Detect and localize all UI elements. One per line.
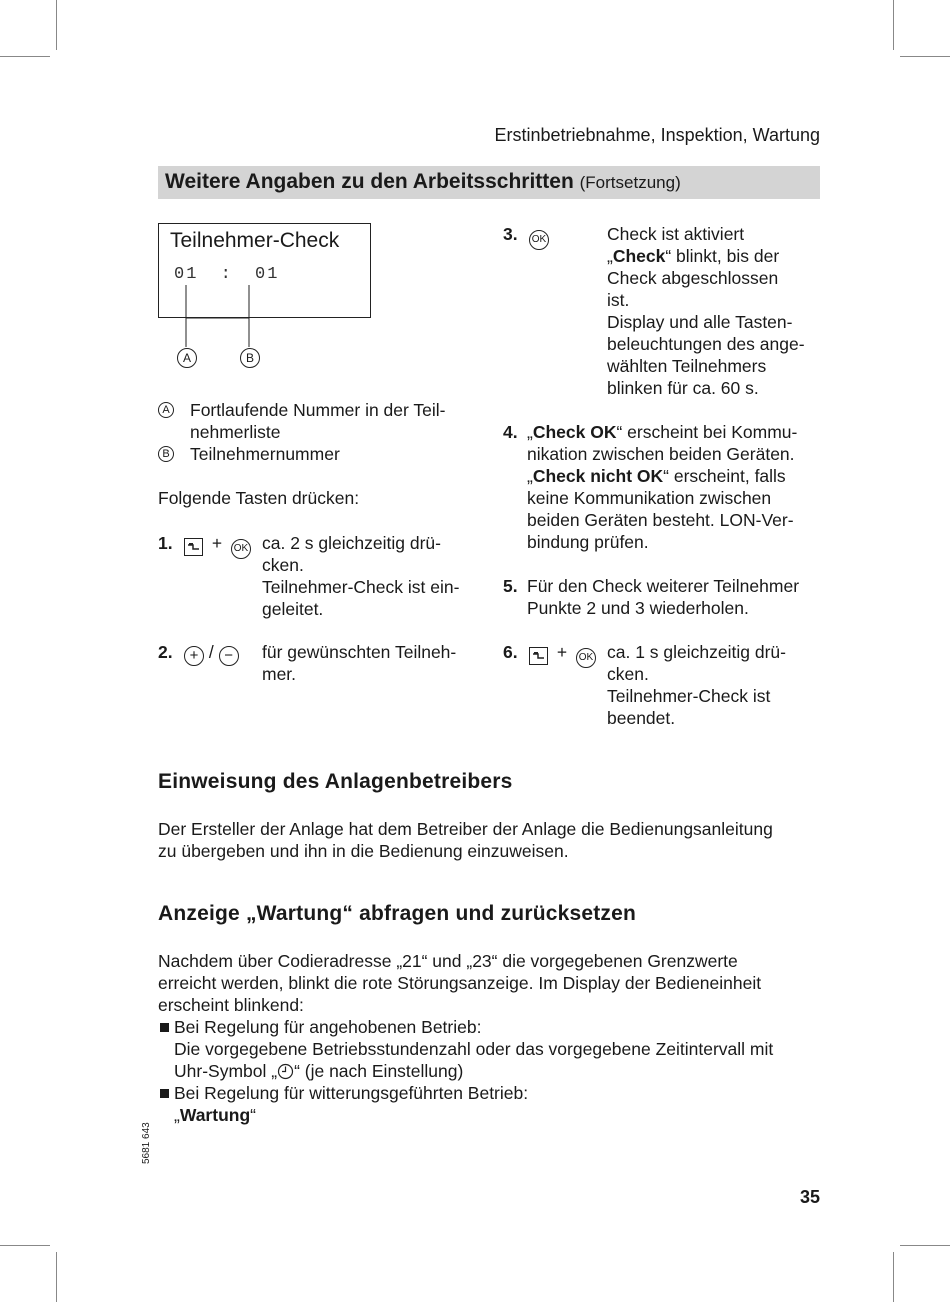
callout-b: B [240,348,260,368]
step-line: für gewünschten Teilneh- [262,642,457,662]
page-number: 35 [799,1187,820,1207]
step-line [607,245,822,267]
display-digits-right: 01 [255,265,280,284]
bullet-square-icon [160,1089,169,1098]
step-line: beiden Geräten besteht. LON-Ver- [527,510,794,530]
bullet-text [174,1016,834,1085]
step-keys [529,641,596,668]
bullet-line: Die vorgegebene Betriebsstundenzahl oder das vorgegebene Zeitintervall mit [174,1039,774,1059]
step-text [262,532,482,620]
paragraph-line: Der Ersteller der Anlage hat dem Betreiber der Anlage die Bedienungsanleitung [158,819,773,839]
crop-mark [893,0,894,50]
legend-text-a: Fortlaufende Nummer in der Teil-nehmerliste [190,400,446,442]
step-line: bindung prüfen. [527,532,649,552]
paragraph-line: erreicht werden, blinkt die rote Störungsanzeige. Im Display der Bedieneinheit [158,973,762,993]
paragraph [158,818,828,862]
bullet-line [174,1104,834,1126]
step-line: ca. 2 s gleichzeitig drü- [262,533,441,553]
quote-open: „ [174,1105,180,1125]
bold-term: Check OK [532,422,617,442]
display-title: Teilnehmer-Check [170,229,340,252]
step-line: Punkte 2 und 3 wiederholen. [527,598,749,618]
bold-term: Check [612,246,666,266]
step-text [527,421,827,553]
crop-mark [56,1252,57,1302]
band-title-text: Weitere Angaben zu den Arbeitsschritten [165,170,574,193]
quote-open: „ [527,466,533,486]
step-line: ist. [607,290,630,310]
step-line: beendet. [607,708,676,728]
crop-mark [893,1252,894,1302]
step-keys [184,641,239,666]
step-number: 6. [503,642,518,662]
section-band [158,166,820,199]
display-digits-left: 01 [174,265,199,284]
intro-text: Folgende Tasten drücken: [158,488,360,508]
step-line-rest: “ erscheint bei Kommu- [616,422,798,442]
step-line: Check ist aktiviert [607,224,745,244]
legend-text-b: Teilnehmernummer [190,444,340,464]
plus-sign: + [556,642,568,662]
step-line-rest: “ erscheint, falls [663,466,786,486]
display-separator: : [220,265,233,284]
section-heading: Anzeige „Wartung“ abfragen und zurücksetzen [158,902,637,925]
document-code: 5681 643 [141,1122,152,1164]
step-line: Check abgeschlossen [607,268,779,288]
ok-key-icon: OK [529,230,549,250]
quote-close: “ [250,1105,256,1125]
running-header: Erstinbetriebnahme, Inspektion, Wartung [494,125,820,145]
step-line: beleuchtungen des ange- [607,334,805,354]
band-subtitle: (Fortsetzung) [579,173,681,192]
step-line: ca. 1 s gleichzeitig drü- [607,642,786,662]
callout-a: A [177,348,197,368]
step-text [607,641,822,729]
bullet-line: Bei Regelung für witterungsgeführten Betrieb: [174,1083,529,1103]
paragraph-line: erscheint blinkend: [158,995,304,1015]
crop-mark [900,1245,950,1246]
step-text [262,641,482,685]
step-line: keine Kommunikation zwischen [527,488,772,508]
step-text [607,223,822,399]
step-number: 3. [503,224,518,244]
minus-key-icon: − [219,646,239,666]
step-line: Teilnehmer-Check ist ein- [262,577,460,597]
plus-key-icon: + [184,646,204,666]
step-line-rest: “ blinkt, bis der [665,246,780,266]
step-line: mer. [262,664,297,684]
bullet-square-icon [160,1023,169,1032]
plus-sign: + [211,533,223,553]
bullet-text [174,1082,834,1126]
quote-open: „ [607,246,613,266]
legend-marker-b: B [158,446,174,462]
band-title [165,171,681,194]
step-line: nikation zwischen beiden Geräten. [527,444,795,464]
step-number: 4. [503,422,518,442]
bullet-line: Bei Regelung für angehobenen Betrieb: [174,1017,482,1037]
step-line: blinken für ca. 60 s. [607,378,759,398]
step-line: geleitet. [262,599,324,619]
ok-key-icon: OK [576,648,596,668]
step-line [527,421,827,443]
paragraph-line: zu übergeben und ihn in die Bedienung einzuweisen. [158,841,569,861]
step-line [527,465,827,487]
step-number: 1. [158,533,173,553]
crop-mark [0,56,50,57]
step-line: cken. [262,555,304,575]
step-line: Display und alle Tasten- [607,312,793,332]
reset-key-icon [529,647,548,665]
crop-mark [900,56,950,57]
legend-marker-a: A [158,402,174,418]
reset-key-icon [184,538,203,556]
step-number: 2. [158,642,173,662]
crop-mark [56,0,57,50]
step-keys [184,532,251,559]
step-keys [529,223,549,250]
step-text [527,575,827,619]
section-heading: Einweisung des Anlagenbetreibers [158,770,513,793]
paragraph [158,950,828,1016]
bullet-line-pre: Uhr-Symbol „ [174,1061,278,1081]
step-line: wählten Teilnehmers [607,356,767,376]
crop-mark [0,1245,50,1246]
bold-term: Check nicht OK [532,466,664,486]
step-line: Für den Check weiterer Teilnehmer [527,576,800,596]
slash-separator: / [208,642,214,662]
quote-open: „ [527,422,533,442]
bold-term: Wartung [179,1105,251,1125]
paragraph-line: Nachdem über Codieradresse „21“ und „23“ die vorgegebenen Grenzwerte [158,951,738,971]
step-line: Teilnehmer-Check ist [607,686,771,706]
ok-key-icon: OK [231,539,251,559]
step-line: cken. [607,664,649,684]
bullet-line-post: “ (je nach Einstellung) [294,1061,464,1081]
step-number: 5. [503,576,518,596]
